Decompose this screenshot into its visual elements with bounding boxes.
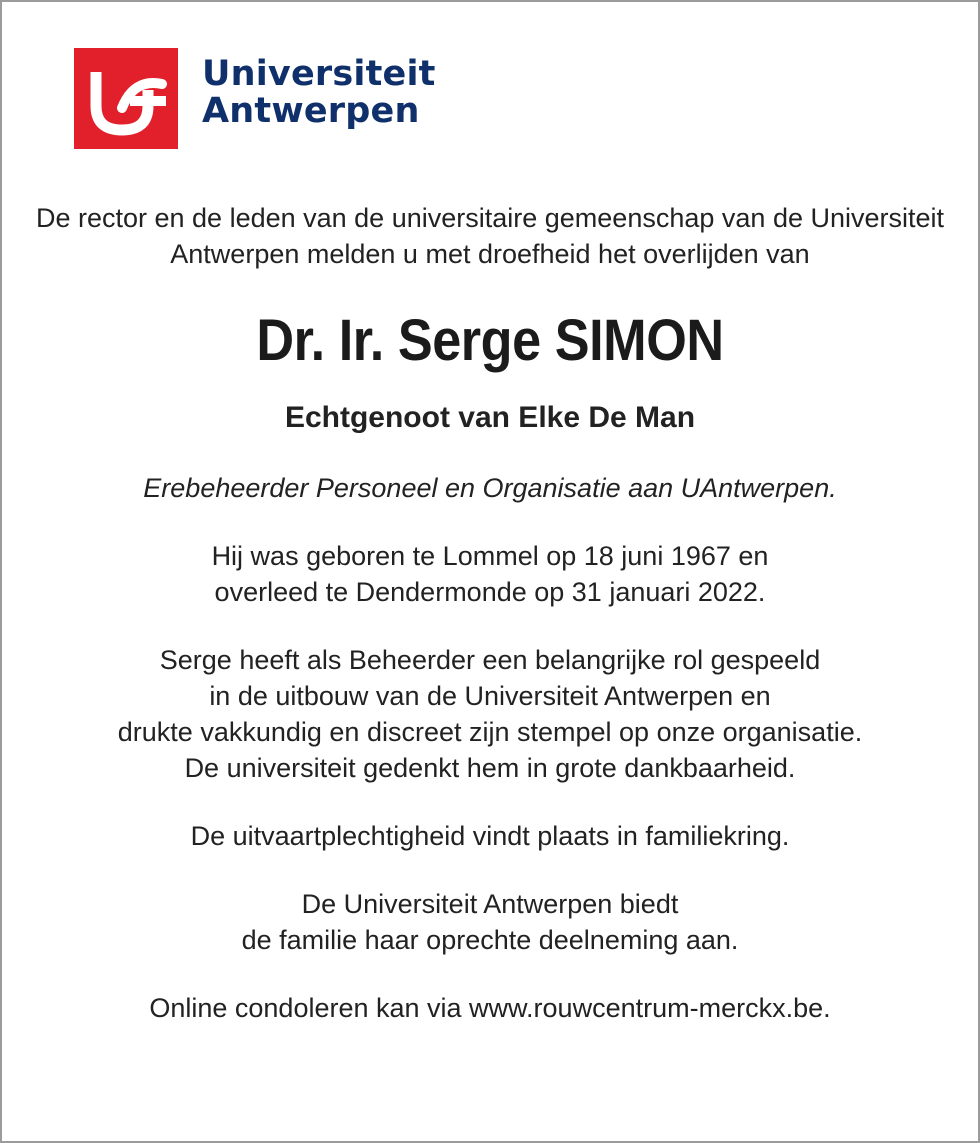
tribute-paragraph [2, 642, 978, 786]
tribute-line: De universiteit gedenkt hem in grote dankbaarheid. [184, 753, 796, 783]
logo-line-1: Universiteit [202, 54, 436, 94]
tribute-line: in de uitbouw van de Universiteit Antwerpen en [209, 681, 771, 711]
logo-wordmark [202, 56, 436, 130]
announcement [2, 200, 978, 272]
condolence-line: De Universiteit Antwerpen biedt [301, 889, 679, 919]
logo-emblem [74, 48, 178, 149]
tribute-line: Serge heeft als Beheerder een belangrijke rol gespeeld [159, 645, 821, 675]
spouse-line: Echtgenoot van Elke De Man [284, 401, 696, 434]
birth-death-line: overleed te Dendermonde op 31 januari 2022. [214, 577, 766, 607]
birth-death-line: Hij was geboren te Lommel op 18 juni 1967 en [211, 541, 769, 571]
announcement-line: met droefheid het overlijden van [425, 239, 810, 269]
birth-death-paragraph [2, 538, 978, 610]
announcement-line: van de Universiteit Antwerpen melden u [170, 203, 945, 269]
funeral-paragraph: De uitvaartplechtigheid vindt plaats in familiekring. [190, 821, 790, 851]
announcement-line: De rector en de leden van de universitaire gemeenschap [35, 203, 715, 233]
role-line: Erebeheerder Personeel en Organisatie aan UAntwerpen. [143, 473, 837, 503]
condolence-line: de familie haar oprechte deelneming aan. [241, 925, 739, 955]
tribute-line: drukte vakkundig en discreet zijn stempel op onze organisatie. [117, 717, 863, 747]
logo-line-2: Antwerpen [202, 91, 420, 131]
online-condolence-paragraph: Online condoleren kan via www.rouwcentrum-merckx.be. [149, 993, 831, 1023]
deceased-name: Dr. Ir. Serge SIMON [256, 308, 724, 373]
condolence-paragraph [2, 886, 978, 958]
obituary-content [2, 200, 978, 1026]
university-logo [74, 48, 444, 152]
u-plus-logo-icon [74, 48, 178, 149]
